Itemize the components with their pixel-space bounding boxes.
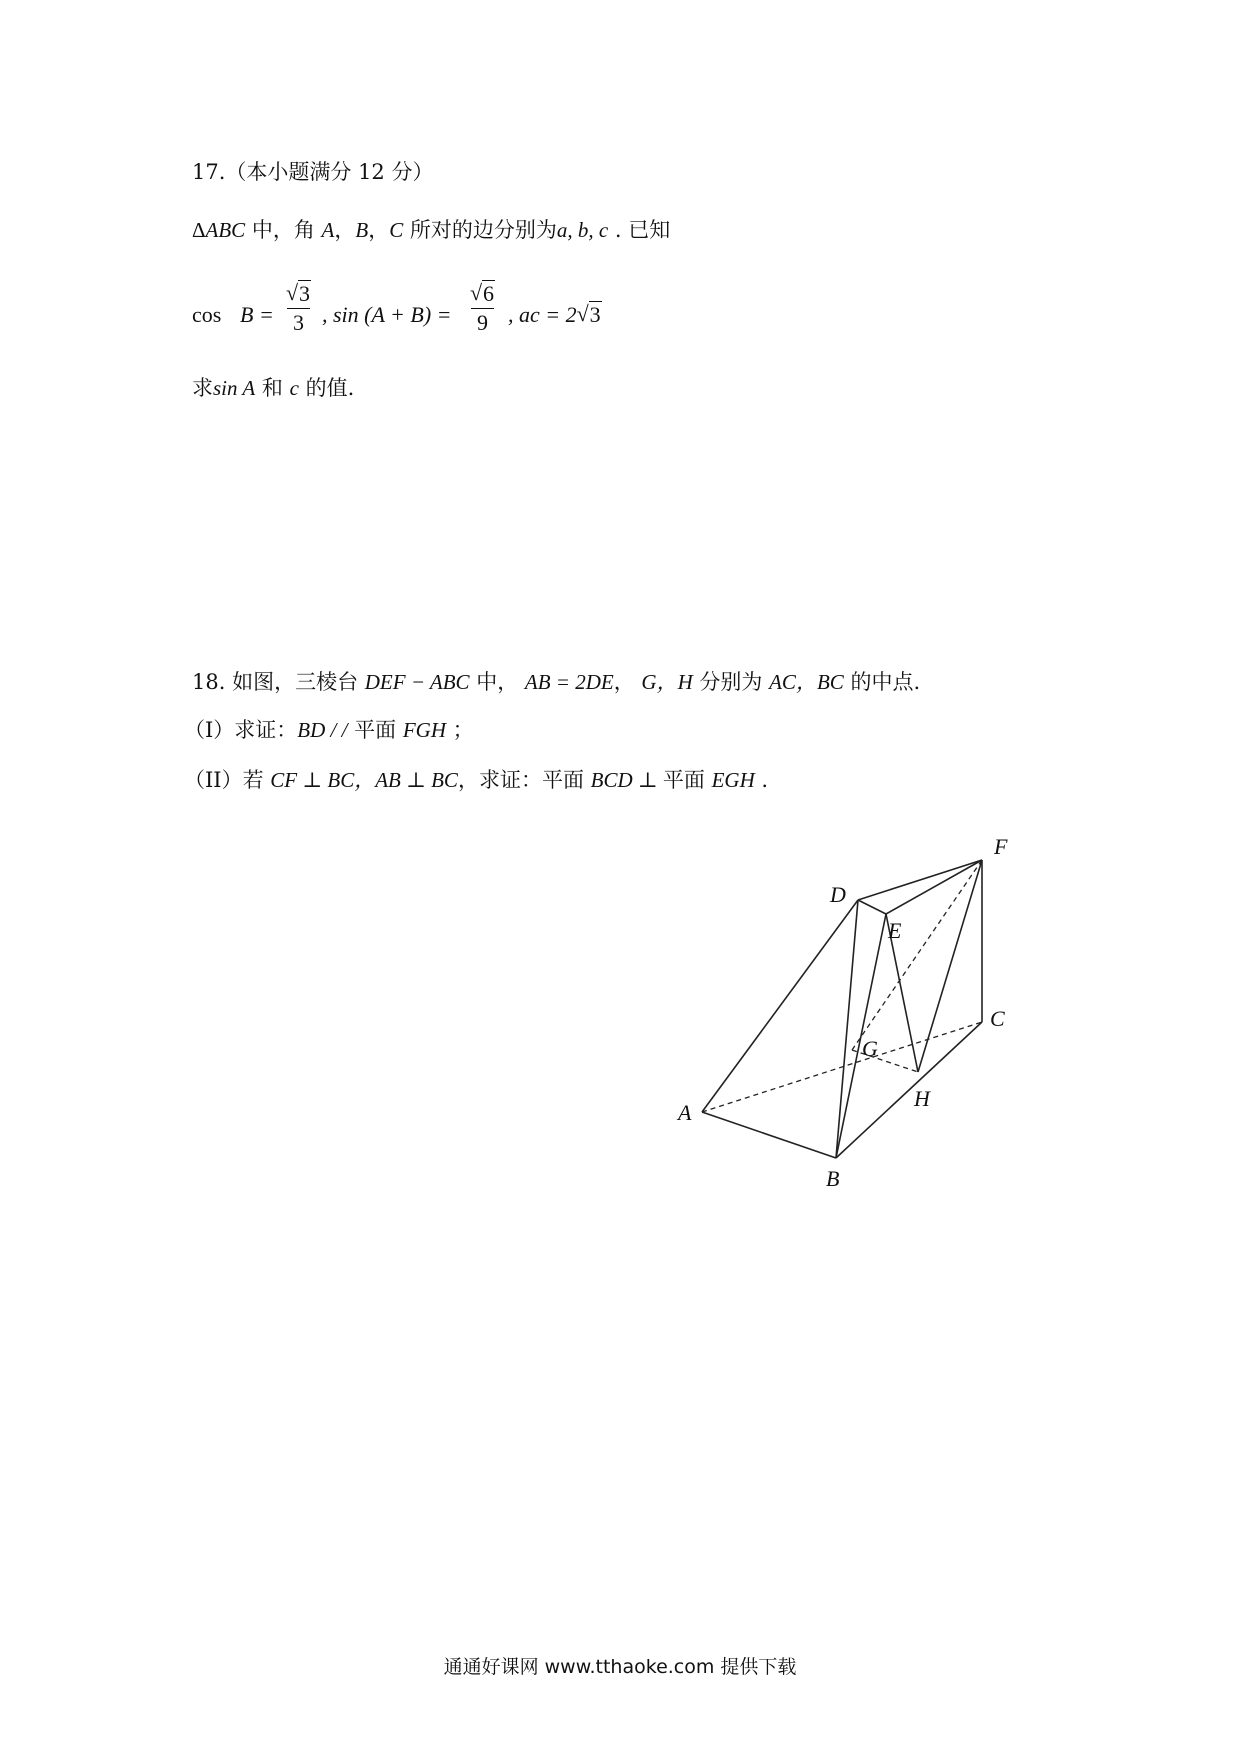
q18-part1 bbox=[184, 718, 474, 743]
text: （II）若 bbox=[184, 768, 271, 792]
text: 中，角 bbox=[245, 218, 322, 242]
sin-a: sin A bbox=[213, 376, 256, 400]
frustum-figure bbox=[660, 820, 1060, 1200]
text: 中， bbox=[469, 670, 525, 694]
angle-B: B bbox=[355, 218, 369, 242]
text: 所对的边分别为 bbox=[403, 218, 557, 242]
text: . bbox=[754, 768, 769, 792]
q18-line1 bbox=[192, 670, 920, 695]
text: 的中点. bbox=[843, 670, 921, 694]
text: ， bbox=[334, 218, 356, 242]
triangle-name: ABC bbox=[205, 218, 246, 242]
text: 和 bbox=[255, 376, 290, 400]
label-H: H bbox=[914, 1086, 930, 1111]
text: （I）求证： bbox=[184, 718, 298, 742]
ab-eq-2de: AB = 2DE bbox=[524, 670, 614, 694]
perp-symbol: ⊥ bbox=[632, 768, 663, 792]
text: 平面 bbox=[662, 768, 712, 792]
radicand: 3 bbox=[589, 302, 601, 327]
text: ， bbox=[613, 670, 642, 694]
side-names: a, b, c bbox=[556, 218, 609, 242]
label-F: F bbox=[994, 834, 1008, 859]
ac-expression bbox=[508, 302, 602, 328]
edge-AB bbox=[702, 1112, 836, 1158]
radical-sign: √ bbox=[470, 280, 483, 305]
q18-part2 bbox=[184, 768, 768, 793]
plane-egh: EGH bbox=[711, 768, 755, 792]
cos-label: cos bbox=[192, 302, 222, 327]
fraction-sqrt6-over-9 bbox=[470, 280, 495, 337]
label-E: E bbox=[888, 918, 902, 943]
segments-ac-bc: AC，BC bbox=[769, 670, 844, 694]
edge-AD bbox=[702, 900, 858, 1112]
side-c: c bbox=[289, 376, 299, 400]
edge-HF bbox=[918, 860, 982, 1072]
text: . 已知 bbox=[608, 218, 671, 242]
edge-GF-hidden bbox=[852, 860, 982, 1050]
label-C: C bbox=[990, 1006, 1005, 1031]
q17-ask bbox=[192, 376, 354, 401]
frustum-name: DEF − ABC bbox=[364, 670, 470, 694]
edge-AC-hidden bbox=[702, 1022, 982, 1112]
plane-fgh: FGH bbox=[402, 718, 446, 742]
text: ； bbox=[446, 718, 474, 742]
q17-header-text: 17.（本小题满分 12 分） bbox=[192, 160, 434, 184]
label-A: A bbox=[678, 1100, 692, 1125]
text: 分别为 bbox=[692, 670, 770, 694]
perpendicular-conditions: CF ⊥ BC，AB ⊥ BC bbox=[270, 768, 458, 792]
text: 平面 bbox=[347, 718, 403, 742]
bd-parallel: BD / / bbox=[297, 718, 348, 742]
text: 求 bbox=[192, 376, 213, 400]
label-G: G bbox=[862, 1036, 878, 1061]
angle-C: C bbox=[389, 218, 404, 242]
label-D: D bbox=[830, 882, 846, 907]
denominator: 3 bbox=[293, 310, 304, 335]
edge-DE bbox=[858, 900, 886, 914]
text: ， bbox=[368, 218, 390, 242]
fraction-sqrt3-over-3 bbox=[286, 280, 311, 337]
sin-expression bbox=[322, 302, 452, 328]
sin-a-plus-b: , sin (A + B) = bbox=[322, 302, 452, 327]
text: ，求证：平面 bbox=[457, 768, 591, 792]
radical-sign: √ bbox=[286, 280, 299, 305]
text: 的值. bbox=[298, 376, 355, 400]
page-footer: 通通好课网 www.tthaoke.com 提供下载 bbox=[443, 1656, 797, 1678]
points-gh: G，H bbox=[641, 670, 693, 694]
numerator: 3 bbox=[299, 281, 310, 306]
denominator: 9 bbox=[477, 310, 488, 335]
edge-BD bbox=[836, 900, 858, 1158]
angle-A: A bbox=[321, 218, 335, 242]
numerator: 6 bbox=[483, 281, 494, 306]
q17-given-line bbox=[192, 218, 670, 243]
edge-BE bbox=[836, 914, 886, 1158]
delta-symbol: Δ bbox=[192, 218, 206, 242]
ac-equals: , ac = 2 bbox=[508, 302, 577, 327]
text: 18. 如图，三棱台 bbox=[192, 670, 365, 694]
plane-bcd: BCD bbox=[590, 768, 633, 792]
b-equals: B = bbox=[240, 302, 274, 327]
label-B: B bbox=[826, 1166, 840, 1191]
q17-header bbox=[192, 160, 433, 185]
radical-sign: √ bbox=[576, 301, 589, 326]
